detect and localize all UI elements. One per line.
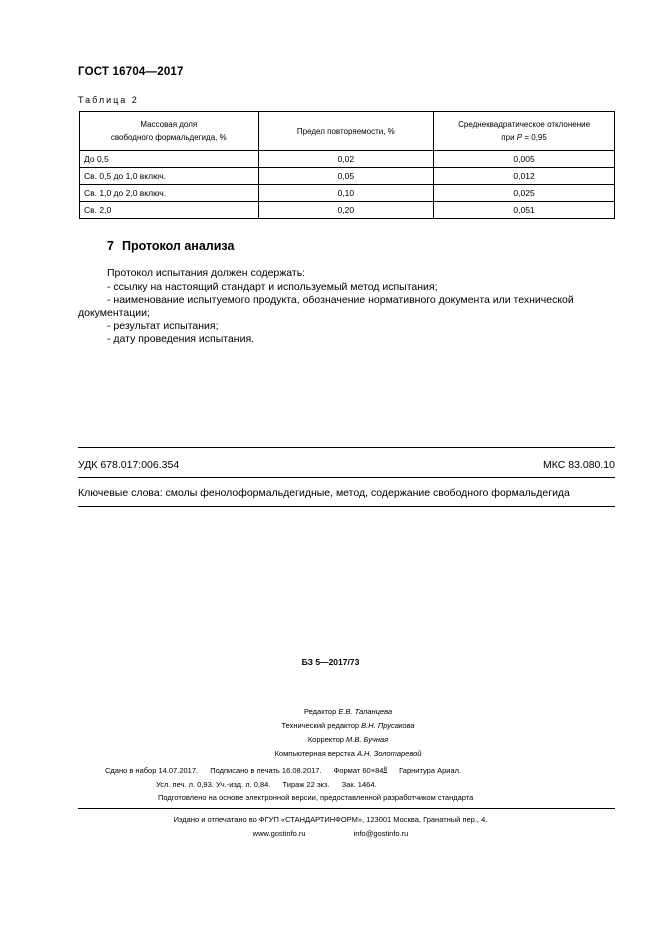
table-header-row xyxy=(80,112,615,151)
print-format: Формат 60×84 xyxy=(333,766,384,775)
credit-line xyxy=(0,748,661,762)
table-cell: 0,05 xyxy=(258,168,434,185)
print-usl: Усл. печ. л. 0,93. xyxy=(156,780,214,789)
contact-line xyxy=(0,829,661,838)
credit-line xyxy=(0,734,661,748)
table-cell: Св. 1,0 до 2,0 включ. xyxy=(80,185,259,202)
header-line: Массовая доля xyxy=(140,120,198,129)
divider-middle xyxy=(78,477,615,478)
format-denominator: 8 xyxy=(383,766,388,773)
column-header-repeatability xyxy=(258,112,434,151)
udk-code: УДК 678.017:006.354 xyxy=(78,459,180,471)
credit-name: В.Н. Прусакова xyxy=(361,721,415,730)
divider-imprint xyxy=(78,808,615,809)
table-caption: Таблица 2 xyxy=(78,95,139,105)
email-link[interactable]: info@gostinfo.ru xyxy=(353,829,409,838)
credit-role: Технический редактор xyxy=(281,721,362,730)
table-row xyxy=(80,185,615,202)
divider-top xyxy=(78,447,615,448)
credit-name: Е.В. Таланцева xyxy=(338,707,393,716)
credit-role: Корректор xyxy=(307,735,347,744)
website-link[interactable]: www.gostinfo.ru xyxy=(252,829,306,838)
table-cell: Св. 0,5 до 1,0 включ. xyxy=(80,168,259,185)
publisher-line: Издано и отпечатано во ФГУП «СТАНДАРТИНФОРМ», 123001 Москва, Гранатный пер., 4. xyxy=(173,815,488,824)
credits xyxy=(0,706,661,762)
print-line-1 xyxy=(105,766,461,775)
credit-role: Компьютерная верстка xyxy=(274,749,357,758)
divider-bottom xyxy=(78,506,615,507)
header-line: Предел повторяемости, % xyxy=(296,126,395,136)
table-row xyxy=(80,168,615,185)
print-tirazh: Тираж 22 экз. xyxy=(282,780,330,789)
variable: P xyxy=(516,133,523,142)
print-uch: Уч.-изд. л. 0,84. xyxy=(215,780,271,789)
data-table xyxy=(79,111,615,219)
print-line-2 xyxy=(156,780,377,789)
section-number: 7 xyxy=(107,239,114,253)
section-title: Протокол анализа xyxy=(121,239,235,253)
table-cell: 0,051 xyxy=(434,202,615,219)
table-cell: 0,025 xyxy=(434,185,615,202)
table-cell: 0,02 xyxy=(258,151,434,168)
list-item: - ссылку на настоящий стандарт и используемый метод испытания; xyxy=(107,281,438,293)
print-signed: Подписано в печать 16.08.2017. xyxy=(210,766,322,775)
header-line: при xyxy=(501,133,517,142)
table-cell: 0,10 xyxy=(258,185,434,202)
section-intro: Протокол испытания должен содержать: xyxy=(107,267,306,279)
print-line-3: Подготовлено на основе электронной версии, предоставленной разработчиком стандарта xyxy=(158,793,474,802)
table-cell: До 0,5 xyxy=(80,151,259,168)
column-header-std-deviation xyxy=(434,112,615,151)
print-font: Гарнитура Ариал. xyxy=(399,766,462,775)
credit-line xyxy=(0,720,661,734)
table-cell: 0,20 xyxy=(258,202,434,219)
bz-code: БЗ 5—2017/73 xyxy=(301,657,360,667)
header-line: Среднеквадратическое отклонение xyxy=(458,120,591,129)
format-fraction xyxy=(383,766,387,773)
table-row xyxy=(80,151,615,168)
table-cell: Св. 2,0 xyxy=(80,202,259,219)
keywords: Ключевые слова: смолы фенолоформальдегидные, метод, содержание свободного формальдегида xyxy=(78,487,570,499)
table-cell: 0,005 xyxy=(434,151,615,168)
credit-name: А.Н. Золотаревой xyxy=(356,749,422,758)
list-item-continuation: документации; xyxy=(78,307,150,319)
list-item: - наименование испытуемого продукта, обозначение нормативного документа или технической xyxy=(107,294,574,306)
credit-name: М.В. Бучная xyxy=(346,735,389,744)
table-cell: 0,012 xyxy=(434,168,615,185)
list-item: - результат испытания; xyxy=(107,320,219,332)
credit-role: Редактор xyxy=(303,707,339,716)
table-row xyxy=(80,202,615,219)
header-line: свободного формальдегида, % xyxy=(110,133,227,142)
credit-line xyxy=(0,706,661,720)
list-item: - дату проведения испытания. xyxy=(107,333,255,345)
print-zak: Зак. 1464. xyxy=(341,780,377,789)
header-line: = 0,95 xyxy=(522,133,547,142)
print-sent: Сдано в набор 14.07.2017. xyxy=(105,766,199,775)
section-heading xyxy=(107,239,234,253)
document-id: ГОСТ 16704—2017 xyxy=(78,66,184,78)
mks-code: МКС 83.080.10 xyxy=(543,459,615,471)
column-header-mass-fraction xyxy=(80,112,259,151)
